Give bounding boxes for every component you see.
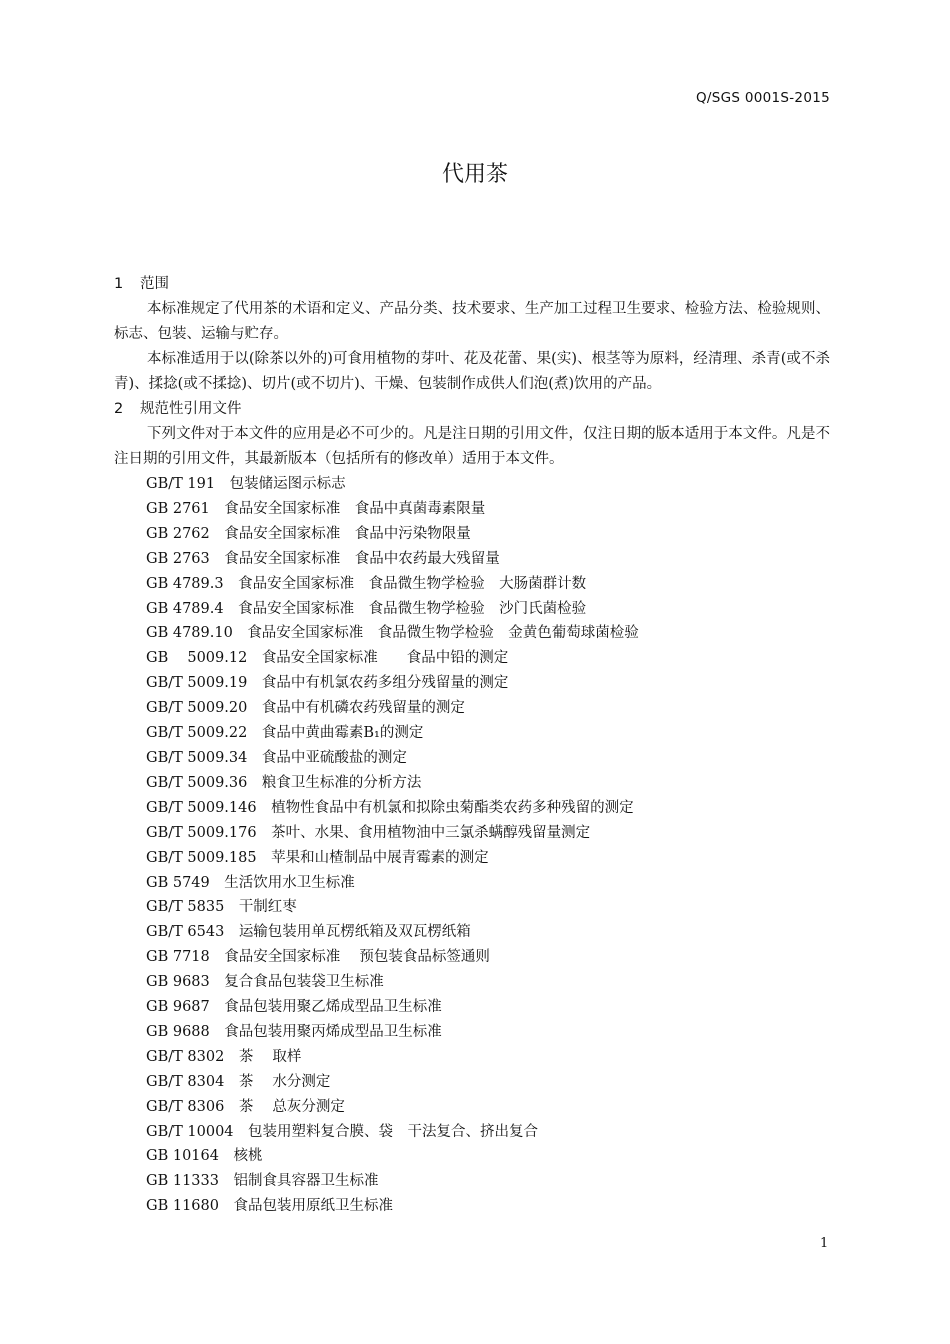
- reference-item: [114, 970, 830, 995]
- reference-item: [114, 871, 830, 896]
- reference-code: GB 11333: [146, 1173, 219, 1190]
- reference-item: [114, 1070, 830, 1095]
- reference-code: GB 2763: [146, 550, 210, 567]
- reference-item: [114, 1144, 830, 1169]
- reference-title: 食品包装用聚乙烯成型品卫生标准: [224, 999, 442, 1016]
- reference-item: [114, 646, 830, 671]
- reference-title: 食品包装用原纸卫生标准: [233, 1198, 393, 1215]
- reference-title: 干制红枣: [238, 899, 297, 916]
- reference-item: [114, 522, 830, 547]
- reference-title: 复合食品包装袋卫生标准: [224, 974, 384, 991]
- paragraph: 本标准适用于以(除茶以外的)可食用植物的芽叶、花及花蕾、果(实)、根茎等为原料，经清理、杀青(或不杀青)、揉捻(或不揉捻)、切片(或不切片)、干燥、包装制作成供人们泡(煮)饮用的产品。: [114, 351, 830, 392]
- reference-title: 食品安全国家标准 食品中铅的测定: [261, 650, 509, 667]
- reference-code: GB 9688: [146, 1023, 210, 1040]
- reference-title: 食品中有机磷农药残留量的测定: [261, 700, 465, 717]
- reference-code: GB/T 6543: [146, 924, 225, 941]
- reference-code: GB/T 5009.19: [146, 675, 248, 692]
- reference-item: [114, 597, 830, 622]
- section-title: 范围: [140, 276, 169, 292]
- document-title: 代用茶: [441, 162, 508, 187]
- reference-code: GB 2762: [146, 525, 210, 542]
- section-title: 规范性引用文件: [140, 401, 242, 417]
- reference-code: GB/T 10004: [146, 1123, 234, 1140]
- reference-code: GB/T 5009.176: [146, 824, 257, 841]
- reference-item: [114, 1095, 830, 1120]
- reference-code: GB 4789.4: [146, 600, 224, 617]
- reference-title: 茶 取样: [238, 1048, 302, 1065]
- reference-title: 生活饮用水卫生标准: [224, 874, 355, 891]
- reference-title: 包装用塑料复合膜、袋 干法复合、挤出复合: [248, 1123, 539, 1140]
- reference-title: 食品中亚硫酸盐的测定: [261, 749, 407, 766]
- reference-code: GB/T 191: [146, 476, 216, 492]
- reference-item: [114, 771, 830, 796]
- reference-code: GB/T 5009.146: [146, 799, 257, 816]
- reference-item: [114, 497, 830, 522]
- reference-title: 食品安全国家标准 食品中污染物限量: [224, 525, 471, 542]
- reference-title: 食品包装用聚丙烯成型品卫生标准: [224, 1023, 442, 1040]
- reference-code: GB/T 8304: [146, 1073, 225, 1090]
- section-number: 2: [114, 401, 124, 417]
- reference-code: GB 7718: [146, 949, 210, 966]
- reference-title: 粮食卫生标准的分析方法: [261, 774, 422, 791]
- reference-title: 食品安全国家标准 预包装食品标签通则: [224, 949, 490, 966]
- paragraph: 下列文件对于本文件的应用是必不可少的。凡是注日期的引用文件，仅注日期的版本适用于本文件。凡是不注日期的引用文件，其最新版本（包括所有的修改单）适用于本文件。: [114, 426, 830, 467]
- reference-code: GB 5009.12: [146, 650, 248, 667]
- reference-title: 茶 水分测定: [238, 1073, 331, 1090]
- section-heading: [114, 397, 830, 422]
- reference-code: GB 4789.10: [146, 625, 233, 642]
- reference-item: [114, 821, 830, 846]
- reference-title: 苹果和山楂制品中展青霉素的测定: [271, 849, 489, 866]
- reference-title: 食品安全国家标准 食品微生物学检验 大肠菌群计数: [238, 575, 587, 592]
- reference-item: [114, 846, 830, 871]
- reference-title: 铝制食具容器卫生标准: [233, 1173, 379, 1190]
- reference-item: [114, 696, 830, 721]
- section-heading: [114, 272, 830, 297]
- reference-title: 食品安全国家标准 食品中真菌毒素限量: [224, 500, 486, 517]
- reference-item: [114, 671, 830, 696]
- reference-item: [114, 472, 830, 497]
- reference-code: GB 10164: [146, 1148, 219, 1165]
- reference-title: 植物性食品中有机氯和拟除虫菊酯类农药多种残留的测定: [271, 799, 634, 816]
- reference-code: GB/T 5835: [146, 899, 225, 916]
- reference-code: GB/T 5009.20: [146, 700, 248, 717]
- reference-item: [114, 721, 830, 746]
- reference-title: 食品中黄曲霉素B₁的测定: [261, 725, 424, 742]
- reference-item: [114, 621, 830, 646]
- reference-item: [114, 945, 830, 970]
- standard-code: Q/SGS 0001S-2015: [695, 90, 830, 106]
- paragraph: 本标准规定了代用茶的术语和定义、产品分类、技术要求、生产加工过程卫生要求、检验方法、检验规则、标志、包装、运输与贮存。: [114, 301, 830, 342]
- reference-code: GB 5749: [146, 874, 210, 891]
- reference-code: GB 2761: [146, 500, 210, 517]
- reference-item: [114, 1194, 830, 1219]
- reference-code: GB 9687: [146, 999, 210, 1016]
- reference-title: 核桃: [233, 1148, 263, 1165]
- reference-item: [114, 746, 830, 771]
- reference-item: [114, 1045, 830, 1070]
- reference-item: [114, 920, 830, 945]
- reference-title: 食品安全国家标准 食品中农药最大残留量: [224, 550, 500, 567]
- page-number: 1: [820, 1236, 829, 1251]
- reference-code: GB 9683: [146, 974, 210, 991]
- reference-code: GB 11680: [146, 1198, 219, 1215]
- reference-title: 食品中有机氯农药多组分残留量的测定: [261, 675, 509, 692]
- reference-code: GB/T 5009.22: [146, 725, 248, 742]
- section-number: 1: [114, 276, 124, 292]
- reference-title: 茶叶、水果、食用植物油中三氯杀螨醇残留量测定: [271, 824, 591, 841]
- reference-title: 茶 总灰分测定: [238, 1098, 345, 1115]
- reference-item: [114, 895, 830, 920]
- reference-title: 运输包装用单瓦楞纸箱及双瓦楞纸箱: [238, 924, 471, 941]
- reference-item: [114, 1169, 830, 1194]
- reference-code: GB 4789.3: [146, 575, 224, 592]
- reference-item: [114, 1120, 830, 1145]
- reference-item: [114, 995, 830, 1020]
- reference-code: GB/T 5009.185: [146, 849, 257, 866]
- reference-title: 包装储运图示标志: [229, 476, 346, 492]
- reference-title: 食品安全国家标准 食品微生物学检验 金黄色葡萄球菌检验: [247, 625, 639, 642]
- reference-item: [114, 547, 830, 572]
- reference-title: 食品安全国家标准 食品微生物学检验 沙门氏菌检验: [238, 600, 587, 617]
- document-body: [114, 272, 830, 1219]
- reference-code: GB/T 5009.34: [146, 749, 248, 766]
- reference-item: [114, 572, 830, 597]
- reference-code: GB/T 8302: [146, 1048, 225, 1065]
- reference-item: [114, 1020, 830, 1045]
- reference-code: GB/T 8306: [146, 1098, 225, 1115]
- reference-list: [114, 472, 830, 1219]
- reference-code: GB/T 5009.36: [146, 774, 248, 791]
- reference-item: [114, 796, 830, 821]
